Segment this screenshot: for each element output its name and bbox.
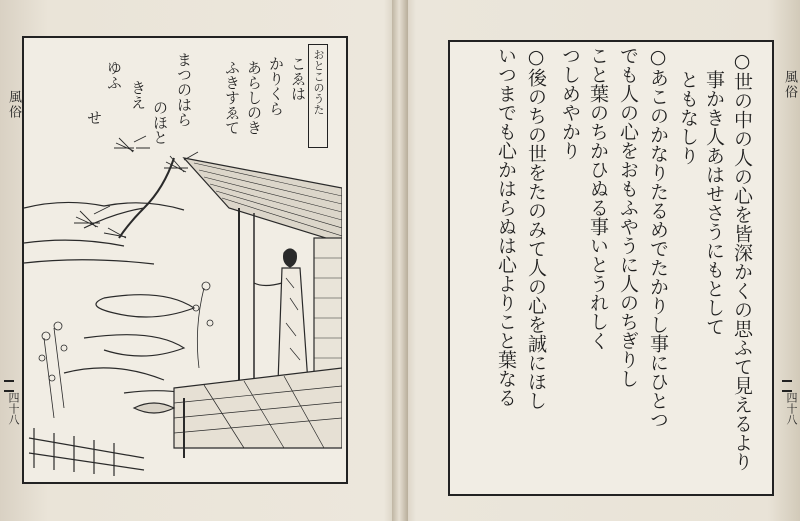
left-margin-title: 風俗 [6, 90, 21, 120]
poem-line-5: まつのはら [175, 52, 193, 127]
text-column-1: ○世の中の人の心を皆深かくの思ふて見えるより [731, 50, 753, 471]
left-margin-page-number: 四十八 [7, 392, 20, 425]
poem-line-7: きえ [129, 80, 147, 110]
right-fish-tail-mark [782, 380, 792, 392]
text-column-6: こと葉のちかひぬる事いとうれしく [587, 46, 609, 350]
poem-line-6: のほと [151, 100, 169, 145]
poem-line-8: ゆふ [105, 60, 123, 90]
right-margin-title: 風俗 [782, 70, 797, 100]
text-column-7: つしめやかり [559, 46, 581, 160]
right-page [402, 0, 800, 521]
text-column-4: ○あこのかなりたるめでたかりし事にひとつ [647, 46, 669, 429]
text-column-3: ともなしり [677, 70, 699, 165]
text-column-5: でも人の心をおもふやうに人のちぎりし [617, 46, 639, 388]
right-margin-page-number: 四十八 [785, 392, 798, 425]
poem-title-cartouche: おとこのうた [308, 44, 328, 148]
left-page [0, 0, 398, 521]
left-fish-tail-mark [4, 380, 14, 392]
poem-line-1: こゑは [289, 56, 307, 101]
text-column-9: いつまでも心かはらぬは心よりこと葉なる [495, 46, 517, 407]
poem-line-4: ふきすゑて [223, 60, 241, 135]
poem-line-3: あらしのき [245, 60, 263, 135]
text-column-2: 事かき人あはせさうにもとして [703, 70, 725, 336]
text-column-8: ○後のちの世をたのみて人の心を誠にほし [525, 46, 547, 410]
poem-line-2: かりくら [267, 56, 285, 116]
poem-line-9: せ [85, 110, 103, 125]
